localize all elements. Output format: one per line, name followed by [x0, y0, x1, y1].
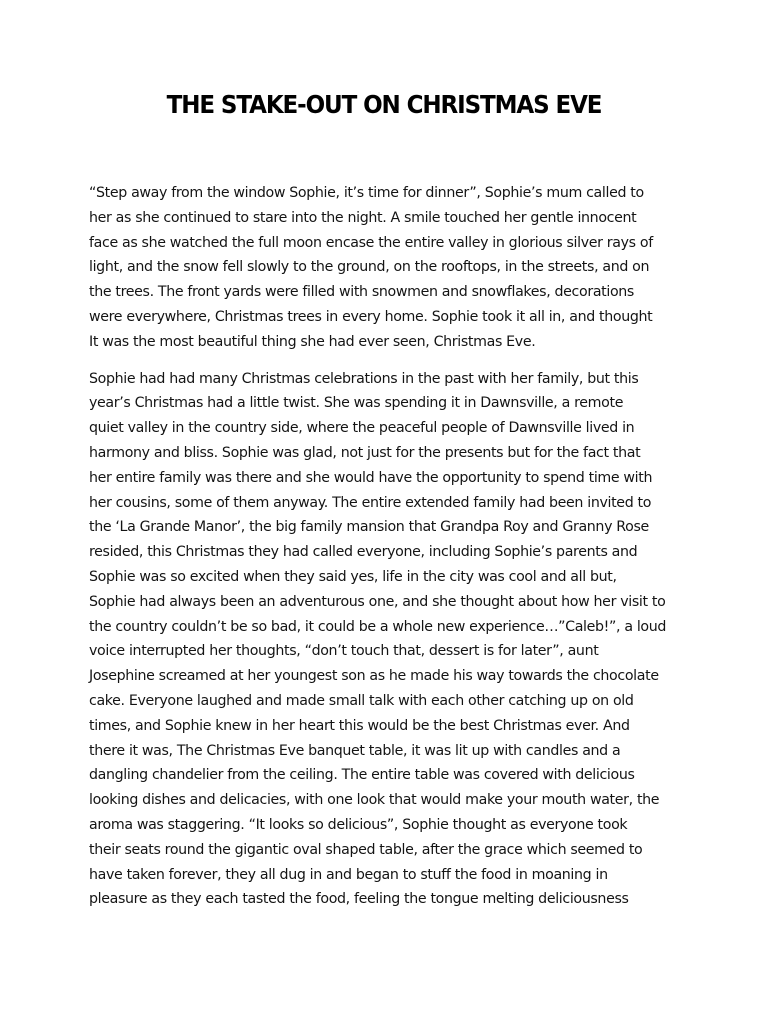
- text-line: “Step away from the window Sophie, it’s time for dinner”, Sophie’s mum called to: [89, 185, 644, 201]
- text-line: quiet valley in the country side, where the peaceful people of Dawnsville lived in: [89, 420, 635, 437]
- text-line: have taken forever, they all dug in and began to stuff the food in moaning in: [89, 866, 608, 883]
- text-line: the ‘La Grande Manor’, the big family mansion that Grandpa Roy and Granny Rose: [89, 519, 649, 536]
- text-line: cake. Everyone laughed and made small talk with each other catching up on old: [89, 692, 634, 709]
- text-line: Sophie was so excited when they said yes, life in the city was cool and all but,: [89, 568, 617, 585]
- text-line: their seats round the gigantic oval shaped table, after the grace which seemed to: [89, 841, 643, 858]
- text-line: Sophie had always been an adventurous one, and she thought about how her visit to: [89, 593, 666, 610]
- text-line: harmony and bliss. Sophie was glad, not just for the presents but for the fact that: [89, 444, 641, 461]
- paragraph-2: [89, 367, 685, 913]
- text-line: resided, this Christmas they had called everyone, including Sophie’s parents and: [89, 544, 638, 561]
- text-line: light, and the snow fell slowly to the ground, on the rooftops, in the streets, and on: [89, 259, 650, 276]
- text-line: Josephine screamed at her youngest son as he made his way towards the chocolate: [89, 668, 659, 685]
- text-line: her cousins, some of them anyway. The entire extended family had been invited to: [89, 494, 652, 511]
- text-line: It was the most beautiful thing she had ever seen, Christmas Eve.: [89, 333, 536, 350]
- text-line: the trees. The front yards were filled with snowmen and snowflakes, decorations: [89, 284, 634, 301]
- text-line: year’s Christmas had a little twist. She was spending it in Dawnsville, a remote: [89, 395, 624, 412]
- text-line: looking dishes and delicacies, with one look that would make your mouth water, the: [89, 792, 660, 809]
- text-line: face as she watched the full moon encase the entire valley in glorious silver rays of: [89, 234, 653, 251]
- text-line: aroma was staggering. “It looks so delicious”, Sophie thought as everyone took: [89, 816, 628, 833]
- text-line: were everywhere, Christmas trees in every home. Sophie took it all in, and thought: [89, 308, 653, 325]
- story-title: THE STAKE-OUT ON CHRISTMAS EVE: [166, 90, 602, 119]
- text-line: her entire family was there and she would have the opportunity to spend time with: [89, 469, 653, 486]
- text-line: voice interrupted her thoughts, “don’t touch that, dessert is for later”, aunt: [89, 643, 599, 660]
- text-line: Sophie had had many Christmas celebrations in the past with her family, but this: [89, 370, 639, 387]
- text-line: her as she continued to stare into the night. A smile touched her gentle innocent: [89, 209, 637, 226]
- text-line: there it was, The Christmas Eve banquet table, it was lit up with candles and a: [89, 742, 621, 759]
- text-line: the country couldn’t be so bad, it could be a whole new experience…”Caleb!”, a loud: [89, 618, 667, 635]
- text-line: times, and Sophie knew in her heart this would be the best Christmas ever. And: [89, 717, 630, 734]
- story-body: [89, 181, 685, 912]
- text-line: pleasure as they each tasted the food, feeling the tongue melting deliciousness: [89, 891, 629, 908]
- text-line: dangling chandelier from the ceiling. The entire table was covered with delicious: [89, 767, 635, 784]
- paragraph-1: [89, 181, 685, 355]
